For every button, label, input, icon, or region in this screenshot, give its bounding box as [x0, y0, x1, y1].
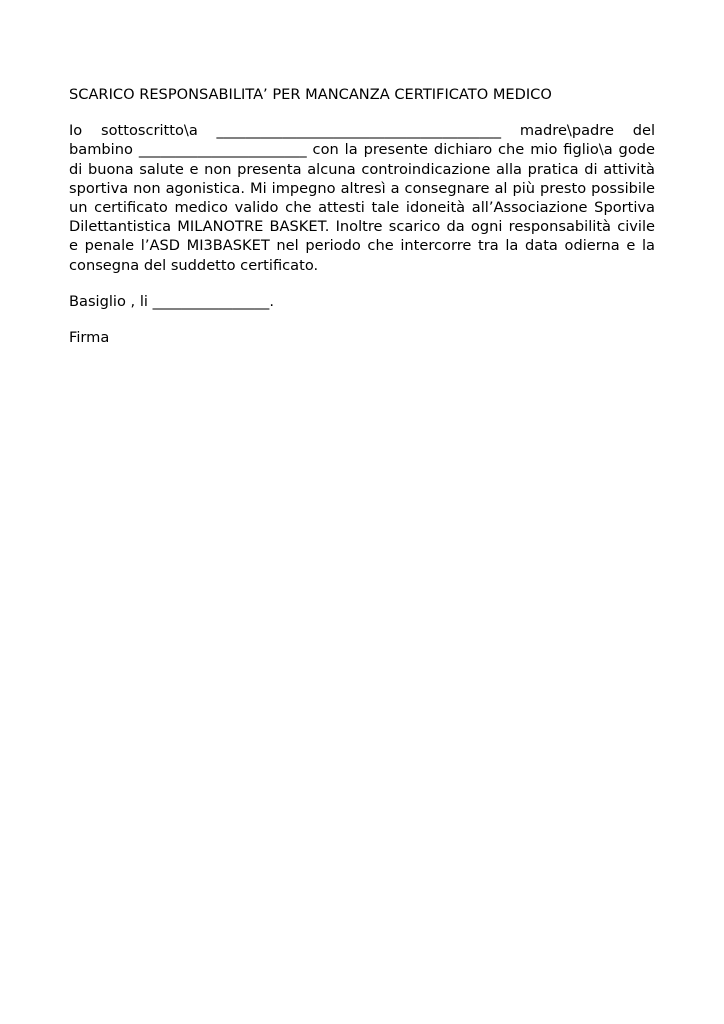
- signature-label: Firma: [69, 329, 110, 347]
- place-date-line: Basiglio , li ________________.: [69, 292, 274, 310]
- declaration-paragraph: Io sottoscritto\a _______________________________________ madre\padre del bambino _______________________ con la presente dichiaro che mio figlio\a gode di buona salute e non presenta alcuna controindicazione alla pratica di attività sportiva non agonistica. Mi impegno altresì a consegnare al più presto possibile un certificato medico valido che attesti tale idoneità all’Associazione Sportiva Dilettantistica MILANOTRE BASKET. Inoltre scarico da ogni responsabilità civile e penale l’ASD MI3BASKET nel periodo che intercorre tra la data odierna e la consegna del suddetto certificato.: [69, 122, 655, 274]
- document-page: [69, 85, 655, 347]
- document-title: SCARICO RESPONSABILITA’ PER MANCANZA CERTIFICATO MEDICO: [69, 86, 552, 103]
